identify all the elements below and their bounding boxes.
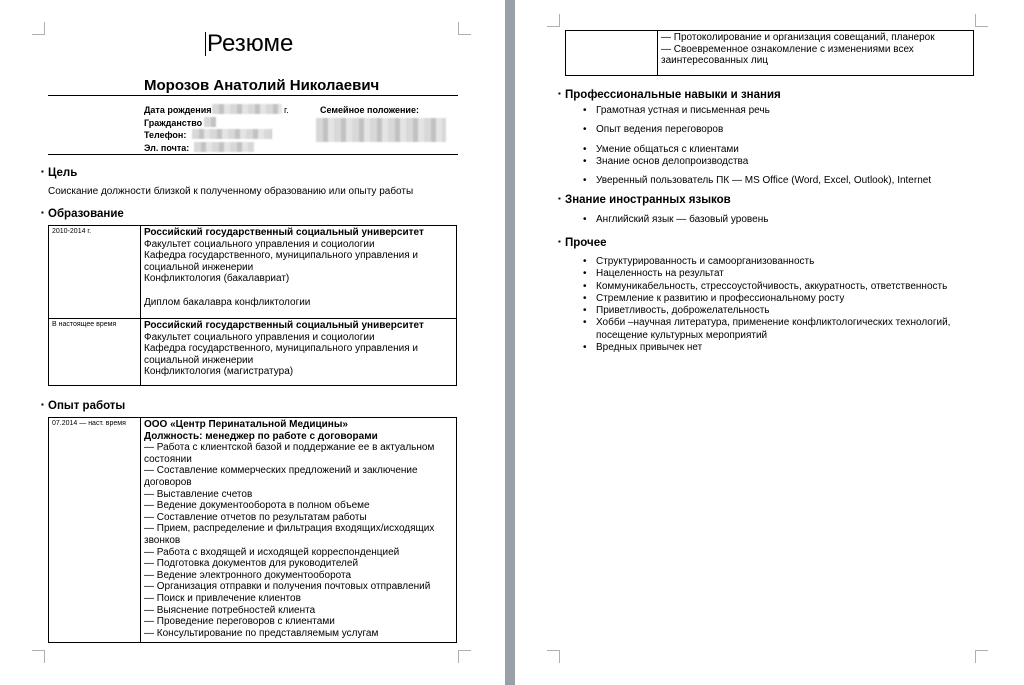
skill-item: • Знание основ делопроизводства [596,156,931,168]
company-name: ООО «Центр Перинатальной Медицины» [144,419,348,430]
department: Кафедра государственного, муниципального управления и [144,250,418,262]
faculty: Факультет социального управления и социологии [144,238,375,250]
education-details [141,226,457,319]
education-row [49,226,457,319]
program: Конфликтология (бакалавриат) [144,273,290,285]
crop-mark [458,22,471,35]
education-heading: ▪ Образование [48,208,124,220]
faculty: Факультет социального управления и социологии [144,331,375,343]
position-title: Должность: менеджер по работе с договорами [144,430,378,442]
duty-line: заинтересованных лиц [661,55,769,67]
other-item: посещение культурных мероприятий [596,329,768,341]
skill-item: • Грамотная устная и письменная речь [596,105,931,117]
personal-underline [48,154,458,155]
other-item: • Нацеленность на результат [596,268,950,280]
candidate-name: Морозов Анатолий Николаевич [144,77,380,94]
crop-mark [547,14,560,27]
experience-heading: ▪ Опыт работы [48,400,125,412]
duty-line: — Ведение электронного документооборота [144,569,352,581]
duty-line: — Прием, распределение и фильтрация входящих/исходящих [144,523,435,535]
duty-line: состоянии [144,453,192,465]
duty-line: — Поиск и привлечение клиентов [144,592,301,604]
duty-line: — Организация отправки и получения почтовых отправлений [144,581,431,593]
birth-date-suffix: г. [284,105,289,115]
other-item: • Вредных привычек нет [596,342,950,354]
document-page-2[interactable] [515,0,1024,685]
duty-line: договоров [144,476,192,488]
other-item: • Стремление к развитию и профессиональному росту [596,293,950,305]
other-list [596,256,950,354]
other-item: • Хобби –научная литература, применение конфликтологических технологий, [596,317,950,329]
name-underline [48,95,458,96]
duty-line: — Работа с клиентской базой и поддержание ее в актуальном [144,442,435,454]
experience-row [566,31,974,76]
other-heading: ▪ Прочее [565,237,607,249]
duty-line: — Работа с входящей и исходящей корреспонденцией [144,546,400,558]
other-item: • Структурированность и самоорганизованность [596,256,950,268]
page-gap [505,0,515,685]
blank-line [144,285,453,297]
education-row [49,319,457,386]
duty-line: звонков [144,534,181,546]
citizenship-label: Гражданство [144,118,203,128]
crop-mark [547,650,560,663]
duty-line: — Консультирование по представляемым услугам [144,627,379,639]
skills-heading: ▪ Профессиональные навыки и знания [565,89,781,101]
duty-line: — Выставление счетов [144,488,253,500]
duty-line: — Ведение документооборота в полном объеме [144,500,370,512]
goal-heading: ▪ Цель [48,167,77,179]
duty-line: — Подготовка документов для руководителей [144,558,359,570]
crop-mark [32,650,45,663]
duty-line: — Проведение переговоров с клиентами [144,616,335,628]
crop-mark [975,650,988,663]
duty-line: — Выяснение потребностей клиента [144,604,316,616]
duty-line: — Своевременное ознакомление с изменениями всех [661,43,914,55]
resume-title: Резюме [207,30,294,57]
duty-line: — Протоколирование и организация совещаний, планерок [661,32,935,43]
program: Конфликтология (магистратура) [144,366,294,378]
text-cursor [205,32,206,56]
email-label: Эл. почта: [144,143,190,153]
phone-label: Телефон: [144,130,187,140]
redacted-citizenship [204,117,216,127]
document-page-1[interactable] [0,0,505,685]
education-table [48,225,457,386]
diploma: Диплом бакалавра конфликтологии [144,296,311,308]
duty-line: — Составление отчетов по результатам работы [144,511,367,523]
education-period: В настоящее время [49,319,141,386]
skills-list [596,105,931,187]
department: Кафедра государственного, муниципального управления и [144,343,418,355]
other-item: • Коммуникабельность, стрессоустойчивость, аккуратность, ответственность [596,281,950,293]
language-item: • Английский язык — базовый уровень [596,214,768,226]
languages-list [596,214,768,226]
birth-date-label: Дата рождения [144,105,212,115]
skill-item: • Уверенный пользователь ПК — MS Office (Word, Excel, Outlook), Internet [596,175,931,187]
marital-status-label: Семейное положение: [320,105,419,115]
skill-item: • Умение общаться с клиентами [596,144,931,156]
crop-mark [32,22,45,35]
crop-mark [458,650,471,663]
redacted-email [194,142,254,152]
education-details [141,319,457,386]
department-cont: социальной инженерии [144,261,254,273]
experience-period-empty [566,31,658,76]
other-item: • Приветливость, доброжелательность [596,305,950,317]
experience-details-continued [658,31,974,76]
redacted-marital-status [316,118,446,142]
redacted-birth-date [212,104,282,114]
education-period: 2010-2014 г. [49,226,141,319]
goal-text: Соискание должности близкой к полученному образованию или опыту работы [48,186,414,197]
university-name: Российский государственный социальный университет [144,320,424,331]
department-cont: социальной инженерии [144,354,254,366]
experience-details [141,418,457,643]
redacted-phone [192,129,272,139]
experience-table-continued [565,30,974,76]
experience-period: 07.2014 — наст. время [49,418,141,643]
languages-heading: ▪ Знание иностранных языков [565,194,731,206]
duty-line: — Составление коммерческих предложений и заключение [144,465,418,477]
experience-row [49,418,457,643]
crop-mark [975,14,988,27]
experience-table [48,417,457,643]
skill-item: • Опыт ведения переговоров [596,124,931,136]
university-name: Российский государственный социальный университет [144,227,424,238]
